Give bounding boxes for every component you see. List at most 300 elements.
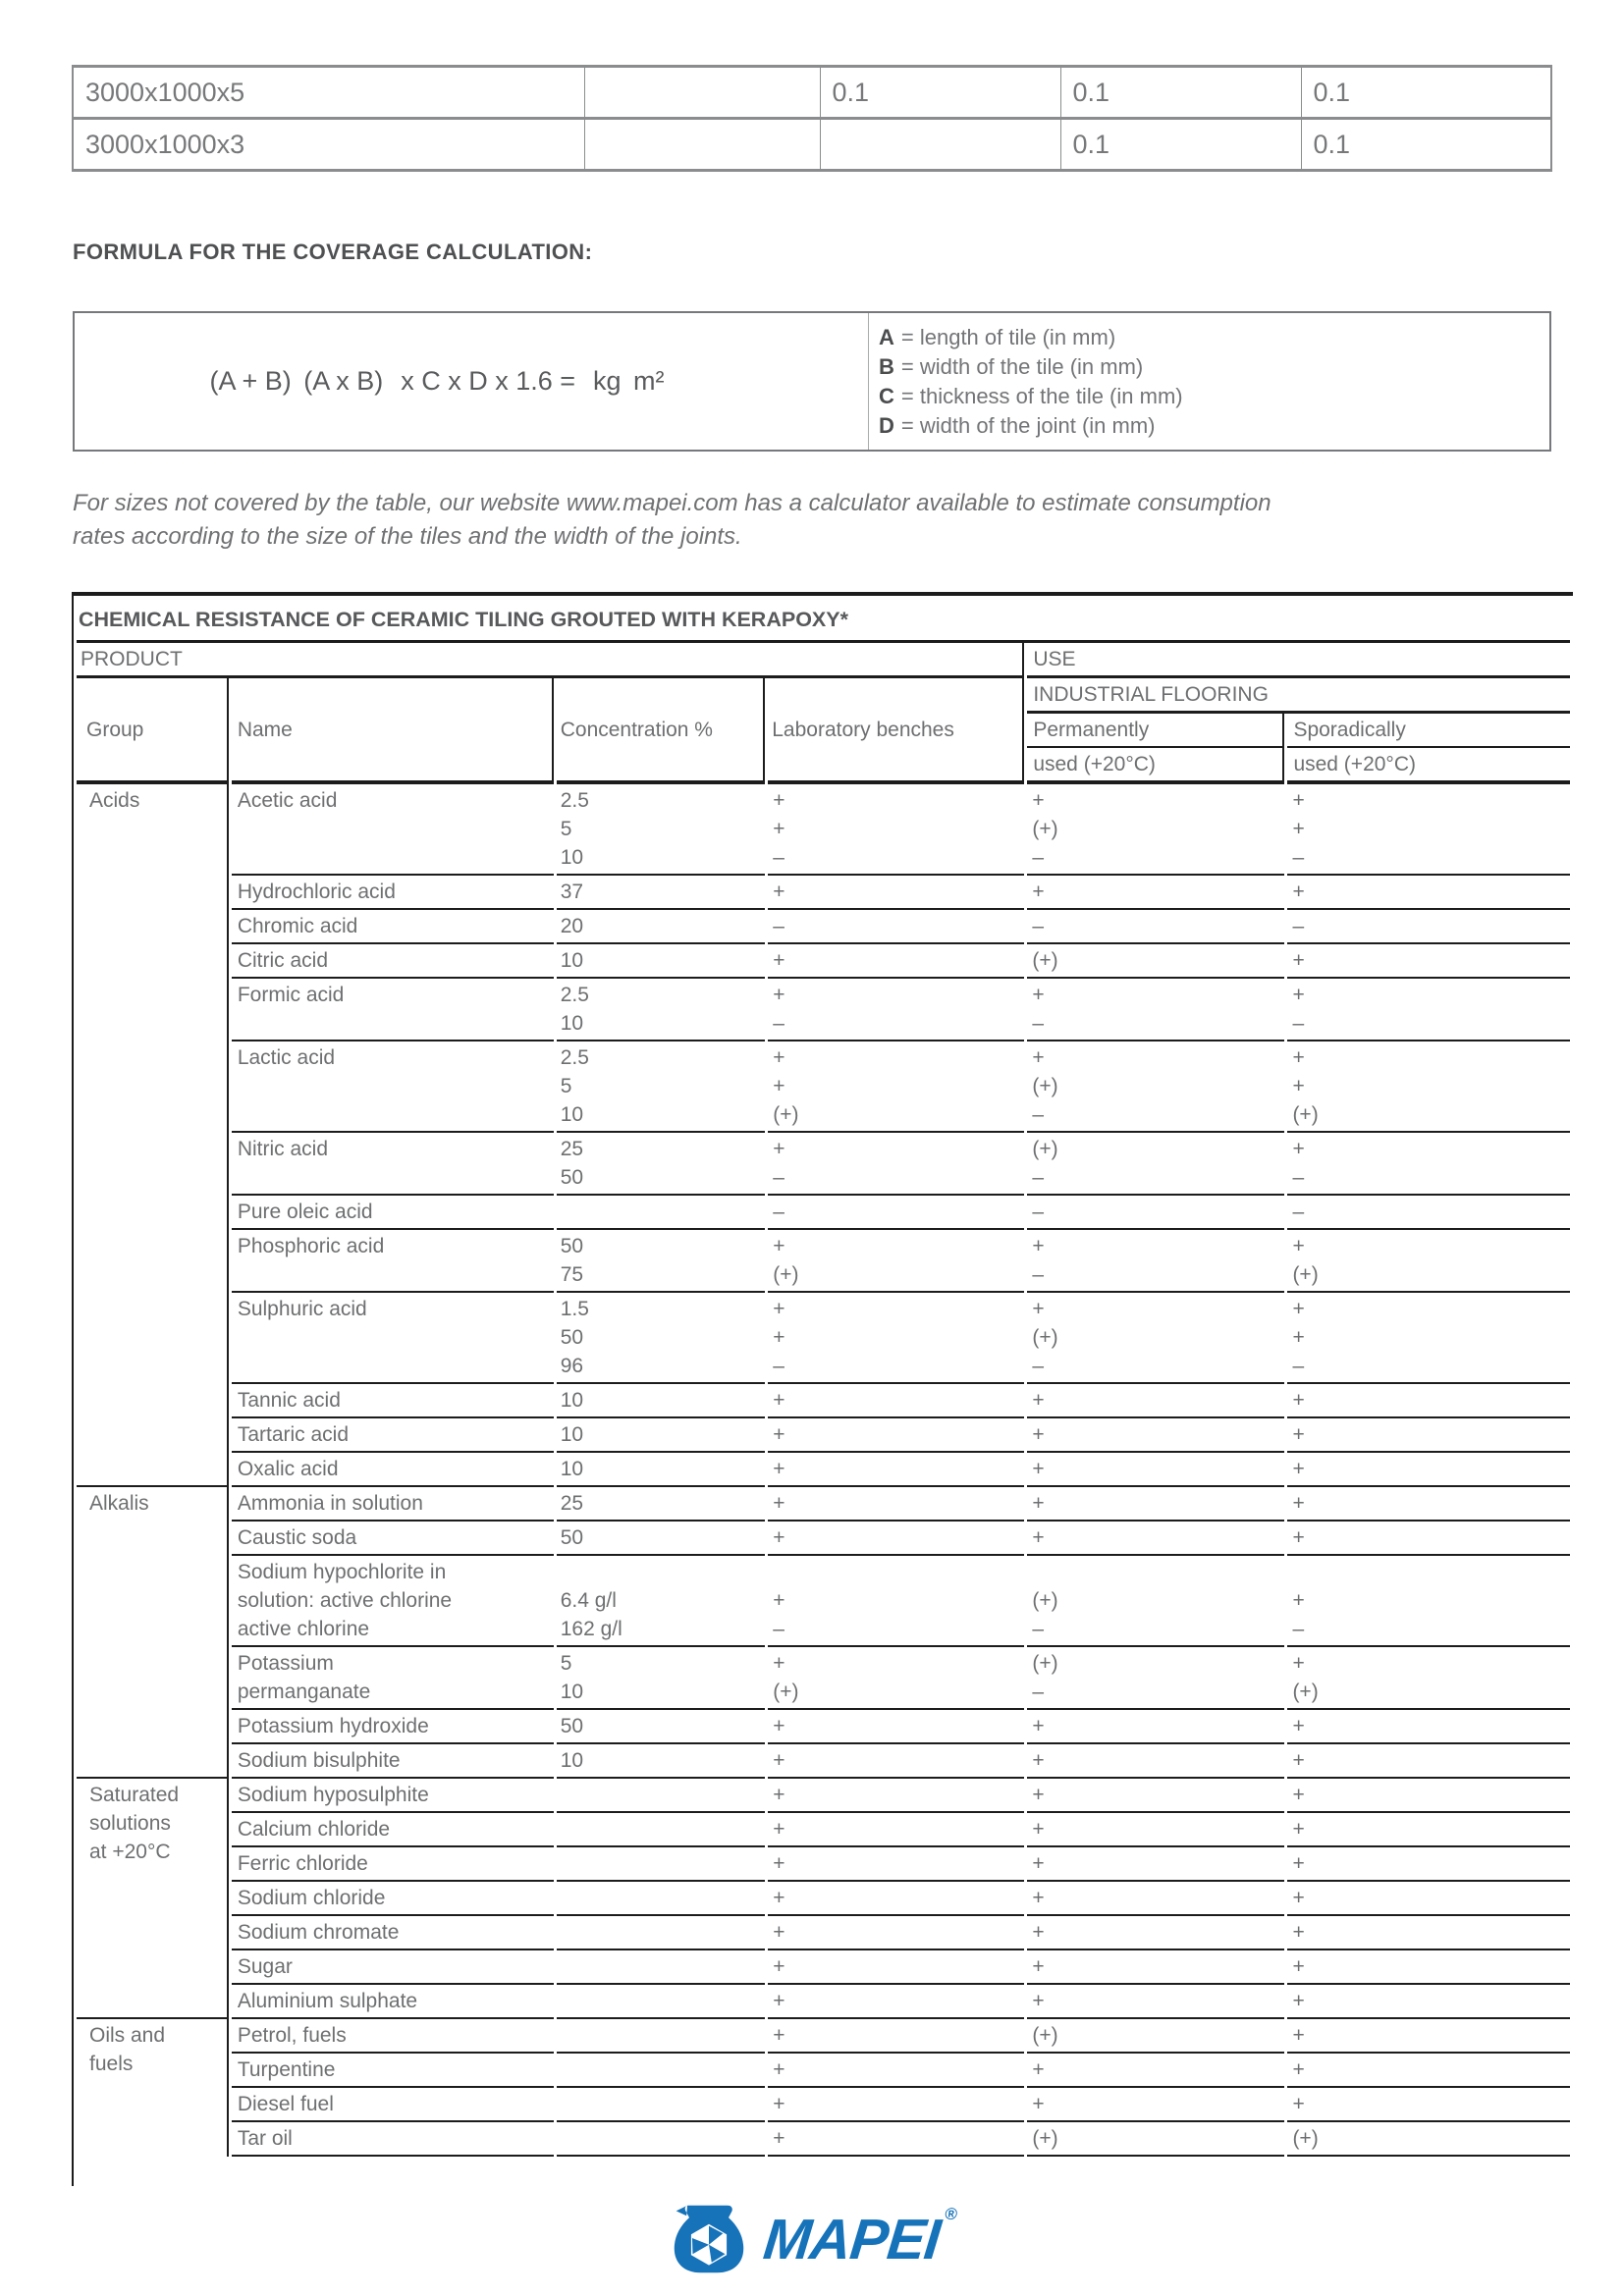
laboratory-benches-cell <box>768 876 1024 910</box>
cell-line: 50 <box>560 1166 584 1189</box>
concentration-cell <box>557 1133 766 1196</box>
cell-line: + <box>1292 1046 1305 1069</box>
concentration-cell <box>557 784 766 876</box>
cell-line: + <box>1292 1652 1305 1675</box>
sporadically-used-cell <box>1287 1847 1570 1882</box>
concentration-cell <box>557 1950 766 1985</box>
cell-line: + <box>1032 1046 1045 1069</box>
cell-line: + <box>1292 1852 1305 1875</box>
concentration-cell <box>557 910 766 944</box>
sporadically-used-cell <box>1287 979 1570 1041</box>
fraction-denominator: (A x B) <box>303 366 384 396</box>
group-label-line: Alkalis <box>89 1492 149 1515</box>
cell-line: 10 <box>560 1012 584 1035</box>
registered-mark: ® <box>944 2204 957 2223</box>
cell-line: Ferric chloride <box>237 1852 368 1875</box>
concentration-cell <box>557 1556 766 1647</box>
cell-line: 10 <box>560 1103 584 1126</box>
concentration-cell <box>557 1744 766 1779</box>
cell-line: Potassium <box>237 1652 334 1675</box>
sporadically-used-cell <box>1287 1384 1570 1418</box>
cell-line: + <box>1292 1389 1305 1412</box>
cell-line: (+) <box>1032 1326 1058 1349</box>
cell-line: + <box>1032 2093 1045 2115</box>
cell-line: Turpentine <box>237 2058 336 2081</box>
legend-key: D <box>879 412 894 438</box>
cell-line: 10 <box>560 846 584 869</box>
table-row <box>77 1041 1570 1133</box>
name-column-header: Name <box>232 678 554 784</box>
sporadically-used-cell <box>1287 944 1570 979</box>
cell-line <box>557 1918 766 1947</box>
permanently-used-cell <box>1027 1453 1284 1487</box>
group-label-line: Saturated <box>89 1784 180 1806</box>
laboratory-benches-cell <box>768 1710 1024 1744</box>
cell-line: – <box>773 1201 784 1223</box>
concentration-cell <box>557 979 766 1041</box>
fraction-numerator: (A + B) <box>209 366 292 396</box>
name-cell <box>232 2122 554 2157</box>
permanently-used-cell <box>1027 1041 1284 1133</box>
mapei-flask-icon <box>670 2201 748 2277</box>
cell-line: – <box>1292 1355 1305 1377</box>
mapei-wordmark <box>760 2204 957 2272</box>
cell-line: Sugar <box>237 1955 293 1978</box>
permanently-header-line2: used (+20°C) <box>1027 748 1284 784</box>
cell-line: – <box>1292 1166 1305 1189</box>
sporadically-used-cell <box>1287 876 1570 910</box>
column-header-row <box>77 678 1570 714</box>
cell-line: + <box>1032 789 1045 812</box>
cell-line: + <box>1292 1458 1305 1480</box>
table-row <box>77 1133 1570 1196</box>
cell-line: Sulphuric acid <box>237 1298 367 1320</box>
cell-line: (+) <box>1292 1681 1319 1703</box>
cell-line: + <box>1032 2058 1045 2081</box>
permanently-used-cell <box>1027 1744 1284 1779</box>
laboratory-benches-cell <box>768 1196 1024 1230</box>
cell-line: – <box>1292 915 1305 937</box>
cell-line: + <box>1292 1955 1305 1978</box>
cell-line <box>557 2056 766 2084</box>
product-use-row <box>77 643 1570 678</box>
cell-line: Sodium hyposulphite <box>237 1784 429 1806</box>
tile-fraction <box>205 366 387 397</box>
name-cell <box>232 2019 554 2054</box>
table-row <box>77 1813 1570 1847</box>
cell-line <box>768 1558 1024 1586</box>
cell-line: – <box>1032 1103 1045 1126</box>
name-cell <box>232 1847 554 1882</box>
sporadically-used-cell <box>1287 1882 1570 1916</box>
cell-line: + <box>1292 1921 1305 1944</box>
cell-line <box>557 1987 766 2015</box>
table-row <box>77 944 1570 979</box>
result-numerator: kg <box>593 366 622 396</box>
sporadically-used-cell <box>1287 1453 1570 1487</box>
cell-line: + <box>773 949 785 972</box>
cell-line: + <box>1032 1235 1045 1257</box>
laboratory-benches-cell <box>768 1522 1024 1556</box>
sporadically-used-cell <box>1287 1779 1570 1813</box>
permanently-used-cell <box>1027 1710 1284 1744</box>
formula-heading: FORMULA FOR THE COVERAGE CALCULATION: <box>73 240 593 264</box>
result-denominator: m² <box>633 366 665 396</box>
sporadically-used-cell <box>1287 1556 1570 1647</box>
coverage-cell: 0.1 <box>820 67 1060 119</box>
group-cell <box>77 1779 229 2019</box>
permanently-header-line1: Permanently <box>1027 714 1284 748</box>
laboratory-benches-cell <box>768 1230 1024 1293</box>
cell-line: – <box>1032 1681 1045 1703</box>
cell-line <box>1287 1558 1570 1586</box>
permanently-used-cell <box>1027 1647 1284 1710</box>
group-cell <box>77 1487 229 1779</box>
laboratory-benches-cell <box>768 910 1024 944</box>
coverage-cell: 3000x1000x5 <box>73 67 584 119</box>
cell-line: 2.5 <box>560 984 589 1006</box>
cell-line: Calcium chloride <box>237 1818 391 1841</box>
permanently-used-cell <box>1027 1230 1284 1293</box>
table-row <box>77 1647 1570 1710</box>
group-cell <box>77 2019 229 2157</box>
sporadically-used-cell <box>1287 1230 1570 1293</box>
legend-text: = thickness of the tile (in mm) <box>900 383 1183 408</box>
name-cell <box>232 1230 554 1293</box>
cell-line: – <box>773 1355 784 1377</box>
concentration-cell <box>557 2054 766 2088</box>
table-row <box>77 1882 1570 1916</box>
permanently-used-cell <box>1027 784 1284 876</box>
cell-line: Aluminium sulphate <box>237 1990 418 2012</box>
laboratory-benches-cell <box>768 1779 1024 1813</box>
cell-line: – <box>1032 915 1045 937</box>
cell-line: (+) <box>1032 2024 1058 2047</box>
cell-line: + <box>773 1046 785 1069</box>
legend-text: = length of tile (in mm) <box>900 324 1116 349</box>
cell-line: – <box>1032 846 1045 869</box>
product-header: PRODUCT <box>77 643 1024 678</box>
cell-line: Formic acid <box>237 984 345 1006</box>
legend-line-d <box>879 411 1549 441</box>
cell-line: Ammonia in solution <box>237 1492 423 1515</box>
formula-box <box>73 311 1551 452</box>
calculator-note <box>73 487 1555 554</box>
laboratory-benches-cell <box>768 1916 1024 1950</box>
sporadically-used-cell <box>1287 2054 1570 2088</box>
chemical-table-body <box>77 784 1570 2157</box>
legend-line-b <box>879 352 1549 382</box>
cell-line: + <box>1292 1298 1305 1320</box>
cell-line: + <box>1032 1955 1045 1978</box>
name-cell <box>232 1744 554 1779</box>
concentration-cell <box>557 1453 766 1487</box>
cell-line: + <box>1032 1389 1045 1412</box>
permanently-used-cell <box>1027 1847 1284 1882</box>
cell-line: + <box>1032 1818 1045 1841</box>
laboratory-benches-cell <box>768 1556 1024 1647</box>
cell-line: + <box>773 1955 785 1978</box>
cell-line: + <box>1292 1423 1305 1446</box>
table-row <box>77 1950 1570 1985</box>
cell-line: Tar oil <box>237 2127 293 2150</box>
cell-line: + <box>1032 1749 1045 1772</box>
name-cell <box>232 1418 554 1453</box>
cell-line: 10 <box>560 1749 584 1772</box>
cell-line: 5 <box>560 818 572 840</box>
formula-legend <box>868 313 1549 450</box>
cell-line: (+) <box>773 1681 799 1703</box>
cell-line: – <box>1292 846 1305 869</box>
table-row <box>77 1196 1570 1230</box>
cell-line: – <box>773 1166 784 1189</box>
name-cell <box>232 1710 554 1744</box>
laboratory-benches-cell <box>768 1041 1024 1133</box>
table-row <box>77 876 1570 910</box>
table-row <box>77 1522 1570 1556</box>
laboratory-benches-column-header: Laboratory benches <box>768 678 1024 784</box>
cell-line: + <box>1292 2024 1305 2047</box>
cell-line: Nitric acid <box>237 1138 329 1160</box>
use-header: USE <box>1027 643 1570 678</box>
cell-line <box>557 2090 766 2118</box>
cell-line: + <box>1292 1990 1305 2012</box>
cell-line: + <box>773 2127 785 2150</box>
sporadically-header-line1: Sporadically <box>1287 714 1570 748</box>
name-cell <box>232 2054 554 2088</box>
name-cell <box>232 1453 554 1487</box>
permanently-used-cell <box>1027 2019 1284 2054</box>
cell-line: + <box>773 1235 785 1257</box>
permanently-used-cell <box>1027 2088 1284 2122</box>
cell-line: + <box>1292 949 1305 972</box>
concentration-cell <box>557 1985 766 2019</box>
sporadically-used-cell <box>1287 1293 1570 1384</box>
laboratory-benches-cell <box>768 979 1024 1041</box>
table-row <box>77 2019 1570 2054</box>
table-row <box>77 2122 1570 2157</box>
cell-line: + <box>1292 1138 1305 1160</box>
cell-line: + <box>1292 2058 1305 2081</box>
table-row <box>77 784 1570 876</box>
cell-line: + <box>773 1589 785 1612</box>
laboratory-benches-cell <box>768 1647 1024 1710</box>
cell-line <box>557 1781 766 1809</box>
sporadically-used-cell <box>1287 1813 1570 1847</box>
concentration-column-header: Concentration % <box>557 678 766 784</box>
cell-line: + <box>773 789 785 812</box>
concentration-cell <box>557 1041 766 1133</box>
permanently-used-cell <box>1027 1522 1284 1556</box>
name-cell <box>232 1041 554 1133</box>
cell-line: Sodium bisulphite <box>237 1749 401 1772</box>
sporadically-used-cell <box>1287 1647 1570 1710</box>
cell-line <box>557 2124 766 2153</box>
cell-line: 5 <box>560 1075 572 1097</box>
cell-line: – <box>773 1012 784 1035</box>
permanently-used-cell <box>1027 1384 1284 1418</box>
cell-line: (+) <box>773 1103 799 1126</box>
cell-line: + <box>773 1492 785 1515</box>
group-label-line: Acids <box>89 789 140 812</box>
sporadically-header-line2: used (+20°C) <box>1287 748 1570 784</box>
sporadically-used-cell <box>1287 1133 1570 1196</box>
table-row <box>77 1418 1570 1453</box>
cell-line: 25 <box>560 1492 584 1515</box>
name-cell <box>232 1779 554 1813</box>
laboratory-benches-cell <box>768 2122 1024 2157</box>
concentration-cell <box>557 876 766 910</box>
cell-line: (+) <box>1292 2127 1319 2150</box>
cell-line: + <box>1032 1921 1045 1944</box>
table-row <box>77 910 1570 944</box>
cell-line: (+) <box>1032 1589 1058 1612</box>
cell-line: Petrol, fuels <box>237 2024 347 2047</box>
cell-line: + <box>773 1389 785 1412</box>
cell-line: – <box>1032 1012 1045 1035</box>
sporadically-used-cell <box>1287 910 1570 944</box>
cell-line: + <box>1032 1715 1045 1737</box>
table-row <box>77 1744 1570 1779</box>
cell-line: + <box>773 1990 785 2012</box>
table-row <box>77 1230 1570 1293</box>
cell-line: + <box>1292 984 1305 1006</box>
cell-line: 20 <box>560 915 584 937</box>
cell-line: 10 <box>560 1423 584 1446</box>
cell-line: 10 <box>560 949 584 972</box>
laboratory-benches-cell <box>768 2019 1024 2054</box>
cell-line: 25 <box>560 1138 584 1160</box>
cell-line: + <box>1292 789 1305 812</box>
cell-line <box>1027 1558 1284 1586</box>
cell-line: Diesel fuel <box>237 2093 334 2115</box>
concentration-cell <box>557 1916 766 1950</box>
sporadically-used-cell <box>1287 1418 1570 1453</box>
table-row <box>77 1916 1570 1950</box>
cell-line: – <box>1032 1618 1045 1640</box>
name-cell <box>232 1133 554 1196</box>
name-cell <box>232 1985 554 2019</box>
chemical-table-title: CHEMICAL RESISTANCE OF CERAMIC TILING GROUTED WITH KERAPOXY* <box>77 596 1570 643</box>
legend-line-c <box>879 382 1549 411</box>
cell-line: 96 <box>560 1355 584 1377</box>
name-cell <box>232 1950 554 1985</box>
table-row <box>77 1293 1570 1384</box>
name-cell <box>232 2088 554 2122</box>
sporadically-used-cell <box>1287 1916 1570 1950</box>
cell-line: + <box>1292 1075 1305 1097</box>
sporadically-used-cell <box>1287 784 1570 876</box>
cell-line: (+) <box>1032 1652 1058 1675</box>
cell-line: – <box>773 915 784 937</box>
cell-line: + <box>1292 1749 1305 1772</box>
group-label-line: at +20°C <box>89 1841 171 1863</box>
cell-line: 6.4 g/l <box>560 1589 617 1612</box>
legend-key: A <box>879 324 894 349</box>
cell-line: + <box>773 1749 785 1772</box>
cell-line: + <box>1032 1784 1045 1806</box>
cell-line: (+) <box>1032 1075 1058 1097</box>
coverage-row <box>73 119 1551 171</box>
concentration-cell <box>557 2019 766 2054</box>
cell-line: + <box>773 1784 785 1806</box>
cell-line: + <box>1032 984 1045 1006</box>
concentration-cell <box>557 2122 766 2157</box>
cell-line: Oxalic acid <box>237 1458 339 1480</box>
cell-line: + <box>1292 2093 1305 2115</box>
concentration-cell <box>557 1418 766 1453</box>
cell-line: + <box>1292 881 1305 903</box>
cell-line: – <box>773 846 784 869</box>
mapei-logo <box>0 2197 1623 2281</box>
coverage-cell <box>584 67 820 119</box>
concentration-cell <box>557 1384 766 1418</box>
cell-line: solution: active chlorine <box>237 1589 453 1612</box>
cell-line: + <box>1292 1715 1305 1737</box>
concentration-cell <box>557 944 766 979</box>
permanently-used-cell <box>1027 1882 1284 1916</box>
permanently-used-cell <box>1027 1950 1284 1985</box>
cell-line: + <box>773 1715 785 1737</box>
cell-line: + <box>773 1652 785 1675</box>
cell-line: 50 <box>560 1715 584 1737</box>
name-cell <box>232 979 554 1041</box>
concentration-cell <box>557 2088 766 2122</box>
cell-line <box>557 1198 766 1226</box>
cell-line: 50 <box>560 1526 584 1549</box>
permanently-used-cell <box>1027 1813 1284 1847</box>
cell-line: + <box>1032 881 1045 903</box>
name-cell <box>232 1522 554 1556</box>
name-cell <box>232 1196 554 1230</box>
laboratory-benches-cell <box>768 1384 1024 1418</box>
table-row <box>77 1556 1570 1647</box>
cell-line: (+) <box>1032 1138 1058 1160</box>
cell-line: + <box>773 1887 785 1909</box>
name-cell <box>232 784 554 876</box>
cell-line: – <box>1032 1263 1045 1286</box>
sporadically-used-cell <box>1287 1950 1570 1985</box>
permanently-used-cell <box>1027 2054 1284 2088</box>
cell-line: (+) <box>1032 949 1058 972</box>
permanently-used-cell <box>1027 910 1284 944</box>
cell-line: + <box>773 1458 785 1480</box>
group-cell <box>77 784 229 1487</box>
laboratory-benches-cell <box>768 784 1024 876</box>
permanently-used-cell <box>1027 1556 1284 1647</box>
coverage-table-body <box>73 67 1551 171</box>
cell-line: Acetic acid <box>237 789 338 812</box>
laboratory-benches-cell <box>768 2054 1024 2088</box>
cell-line: permanganate <box>237 1681 371 1703</box>
cell-line: + <box>773 1921 785 1944</box>
laboratory-benches-cell <box>768 1293 1024 1384</box>
coverage-cell: 0.1 <box>1060 67 1301 119</box>
cell-line: + <box>1032 1298 1045 1320</box>
coverage-table <box>72 65 1552 172</box>
cell-line: + <box>773 818 785 840</box>
cell-line: 162 g/l <box>560 1618 622 1640</box>
cell-line: + <box>1292 1784 1305 1806</box>
name-cell <box>232 1293 554 1384</box>
cell-line: + <box>1032 1852 1045 1875</box>
cell-line: 10 <box>560 1389 584 1412</box>
permanently-used-cell <box>1027 2122 1284 2157</box>
sporadically-used-cell <box>1287 2019 1570 2054</box>
coverage-cell: 0.1 <box>1060 119 1301 171</box>
cell-line: + <box>773 984 785 1006</box>
sporadically-used-cell <box>1287 1744 1570 1779</box>
